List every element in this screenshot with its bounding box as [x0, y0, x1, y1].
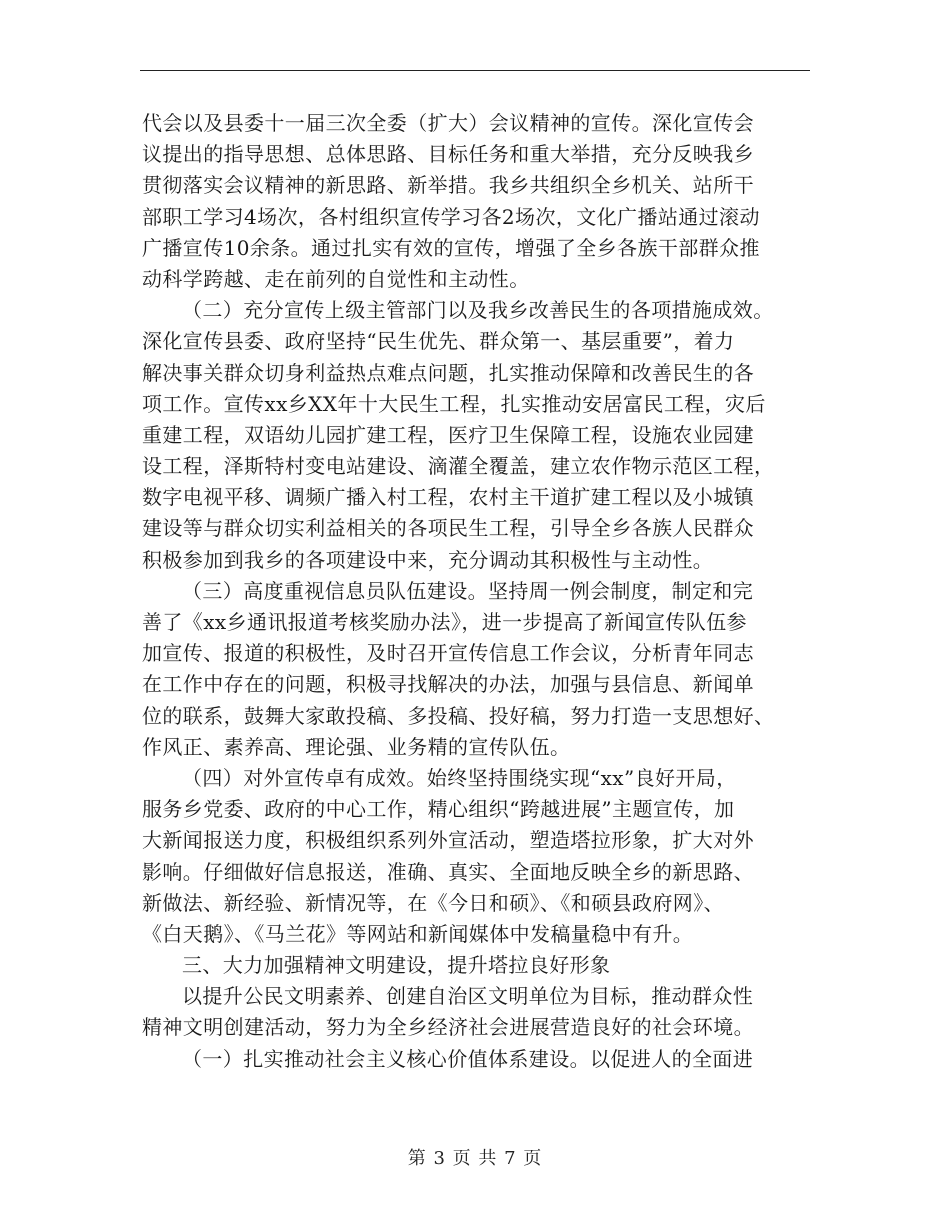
document-body	[142, 108, 810, 1075]
text-line: 以提升公民文明素养、创建自治区文明单位为目标，推动群众性	[182, 984, 754, 1009]
text-line: （二）充分宣传上级主管部门以及我乡改善民生的各项措施成效。	[182, 298, 774, 323]
text-line: 影响。仔细做好信息报送，准确、真实、全面地反映全乡的新思路、	[142, 859, 754, 884]
text-line: 项工作。宣传xx乡XX年十大民生工程，扎实推动安居富民工程，灾后	[142, 391, 766, 416]
text-line: 解决事关群众切身利益热点难点问题，扎实推动保障和改善民生的各	[142, 360, 754, 385]
text-line: 精神文明创建活动，努力为全乡经济社会进展营造良好的社会环境。	[142, 1015, 754, 1040]
text-line: 加宣传、报道的积极性，及时召开宣传信息工作会议，分析青年同志	[142, 641, 754, 666]
text-line: 重建工程，双语幼儿园扩建工程，医疗卫生保障工程，设施农业园建	[142, 422, 754, 447]
text-line: （四）对外宣传卓有成效。始终坚持围绕实现“xx”良好开局，	[182, 765, 737, 790]
text-line: 部职工学习4场次，各村组织宣传学习各2场次，文化广播站通过滚动	[142, 204, 760, 229]
text-line: 善了《xx乡通讯报道考核奖励办法》，进一步提高了新闻宣传队伍参	[142, 610, 747, 634]
text-line: 动科学跨越、走在前列的自觉性和主动性。	[142, 266, 530, 291]
text-line: 贯彻落实会议精神的新思路、新举措。我乡共组织全乡机关、站所干	[142, 173, 754, 198]
text-line: （三）高度重视信息员队伍建设。坚持周一例会制度，制定和完	[182, 578, 754, 603]
text-line: 建设等与群众切实利益相关的各项民生工程，引导全乡各族人民群众	[142, 516, 754, 541]
text-line: 《白天鹅》、《马兰花》等网站和新闻媒体中发稿量稳中有升。	[142, 921, 694, 946]
text-line: 大新闻报送力度，积极组织系列外宣活动，塑造塔拉形象，扩大对外	[142, 828, 754, 853]
page-footer: 第 3 页 共 7 页	[407, 1148, 543, 1169]
header-rule	[140, 70, 810, 71]
text-line: 作风正、素养高、理论强、业务精的宣传队伍。	[142, 734, 571, 759]
text-line: 议提出的指导思想、总体思路、目标任务和重大举措，充分反映我乡	[142, 142, 754, 167]
text-line: （一）扎实推动社会主义核心价值体系建设。以促进人的全面进	[182, 1046, 754, 1071]
text-line: 深化宣传县委、政府坚持“民生优先、群众第一、基层重要”，着力	[142, 329, 735, 354]
section-heading: 三、大力加强精神文明建设，提升塔拉良好形象	[182, 953, 611, 978]
text-line: 设工程，泽斯特村变电站建设、滴灌全覆盖，建立农作物示范区工程，	[142, 454, 775, 479]
text-line: 服务乡党委、政府的中心工作，精心组织“跨越进展”主题宣传，加	[142, 797, 735, 822]
text-line: 广播宣传10余条。通过扎实有效的宣传，增强了全乡各族干部群众推	[142, 235, 760, 260]
text-line: 新做法、新经验、新情况等，在《今日和硕》、《和硕县政府网》、	[142, 890, 724, 915]
text-line: 积极参加到我乡的各项建设中来，充分调动其积极性与主动性。	[142, 547, 714, 572]
text-line: 在工作中存在的问题，积极寻找解决的办法，加强与县信息、新闻单	[142, 672, 754, 697]
text-line: 位的联系，鼓舞大家敢投稿、多投稿、投好稿，努力打造一支思想好、	[142, 703, 775, 728]
text-line: 代会以及县委十一届三次全委（扩大）会议精神的宣传。深化宣传会	[142, 111, 754, 135]
text-line: 数字电视平移、调频广播入村工程，农村主干道扩建工程以及小城镇	[142, 485, 754, 510]
